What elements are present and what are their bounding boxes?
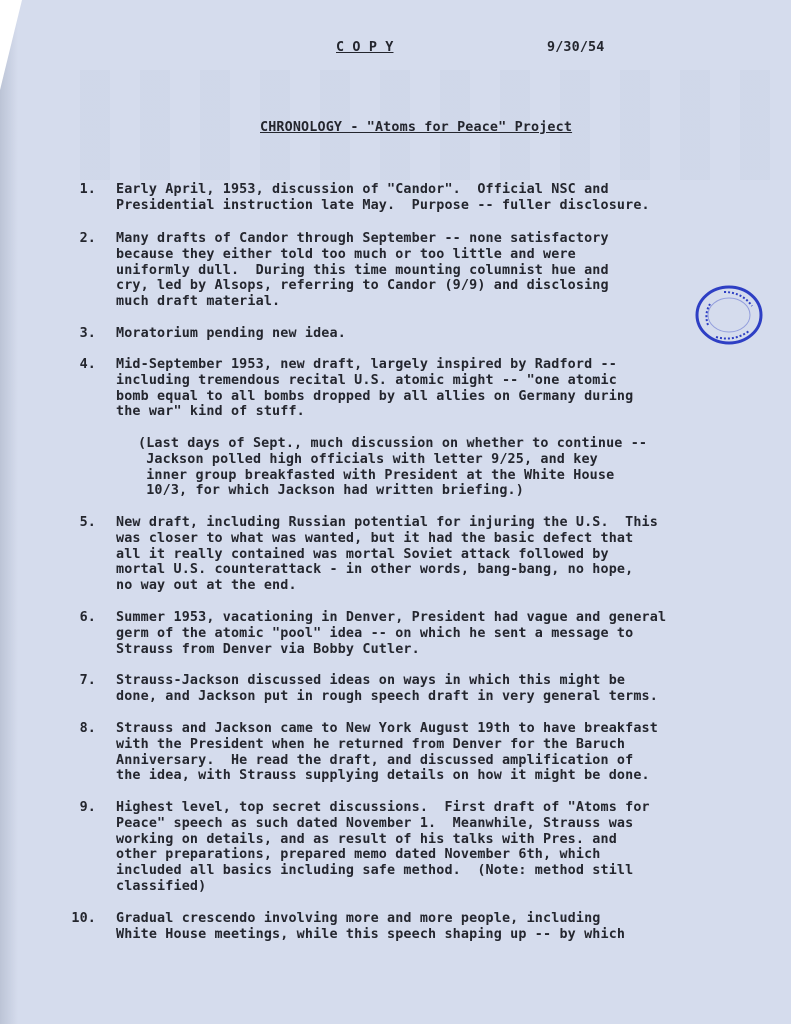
item-line: White House meetings, while this speech shaping up -- by which — [116, 926, 626, 942]
item-line: Strauss and Jackson came to New York August 19th to have breakfast — [116, 721, 658, 736]
item-line: bomb equal to all bombs dropped by all allies on Germany during — [116, 388, 634, 404]
item-line: Moratorium pending new idea. — [116, 326, 346, 341]
torn-corner — [0, 0, 22, 90]
item-line: Strauss from Denver via Bobby Cutler. — [116, 641, 420, 657]
item-line: uniformly dull. During this time mounting columnist hue and — [116, 262, 609, 278]
item-number: 3. — [79, 326, 96, 341]
item-line: Highest level, top secret discussions. First draft of "Atoms for — [116, 800, 650, 815]
item-line: all it really contained was mortal Soviet attack followed by — [116, 546, 609, 562]
item-line: was closer to what was wanted, but it had the basic defect that — [116, 530, 634, 546]
item-number: 7. — [79, 673, 96, 688]
item-number: 2. — [79, 231, 96, 246]
item-number: 4. — [79, 357, 96, 372]
document-date: 9/30/54 — [547, 40, 605, 55]
item-line: other preparations, prepared memo dated November 6th, which — [116, 847, 601, 863]
item-line: working on details, and as result of his talks with Pres. and — [116, 831, 617, 847]
note-line: 10/3, for which Jackson had written briefing.) — [138, 483, 524, 499]
item-line: with the President when he returned from Denver for the Baruch — [116, 736, 626, 752]
copy-label: C O P Y — [336, 40, 394, 55]
item-line: Presidential instruction late May. Purpose -- fuller disclosure. — [116, 197, 650, 213]
item-line: classified) — [116, 878, 207, 894]
item-line: the idea, with Strauss supplying details on how it might be done. — [116, 768, 650, 784]
parenthetical-note — [138, 436, 647, 499]
item-line: Many drafts of Candor through September -- none satisfactory — [116, 231, 609, 246]
item-line: included all basics including safe method. (Note: method still — [116, 863, 634, 879]
item-line: the war" kind of stuff. — [116, 404, 305, 420]
item-line: Gradual crescendo involving more and more people, including — [116, 911, 601, 926]
item-line: including tremendous recital U.S. atomic might -- "one atomic — [116, 372, 617, 388]
library-stamp-seal — [694, 284, 764, 346]
item-line: Anniversary. He read the draft, and discussed amplification of — [116, 752, 634, 768]
item-line: no way out at the end. — [116, 578, 297, 594]
note-line: (Last days of Sept., much discussion on whether to continue -- — [138, 436, 648, 451]
item-number: 6. — [79, 610, 96, 625]
document-title: CHRONOLOGY - "Atoms for Peace" Project — [260, 120, 573, 135]
item-number: 5. — [79, 515, 96, 530]
note-line: inner group breakfasted with President at the White House — [138, 467, 615, 483]
item-number: 10. — [71, 911, 96, 926]
item-line: Summer 1953, vacationing in Denver, President had vague and general — [116, 610, 667, 625]
item-line: Peace" speech as such dated November 1. Meanwhile, Strauss was — [116, 815, 634, 831]
item-line: Strauss-Jackson discussed ideas on ways in which this might be — [116, 673, 626, 688]
item-line: Mid-September 1953, new draft, largely inspired by Radford -- — [116, 357, 617, 372]
page-edge-shadow — [0, 0, 18, 1024]
note-line: Jackson polled high officials with letter 9/25, and key — [138, 451, 598, 467]
item-line: because they either told too much or too little and were — [116, 246, 576, 262]
item-line: germ of the atomic "pool" idea -- on which he sent a message to — [116, 625, 634, 641]
item-number: 8. — [79, 721, 96, 736]
item-line: New draft, including Russian potential for injuring the U.S. This — [116, 515, 658, 530]
item-line: cry, led by Alsops, referring to Candor (9/9) and disclosing — [116, 278, 609, 294]
item-line: done, and Jackson put in rough speech draft in very general terms. — [116, 688, 658, 704]
item-line: much draft material. — [116, 294, 281, 310]
item-line: mortal U.S. counterattack - in other words, bang-bang, no hope, — [116, 562, 634, 578]
item-number: 1. — [79, 182, 96, 197]
item-line: Early April, 1953, discussion of "Candor". Official NSC and — [116, 182, 609, 197]
item-number: 9. — [79, 800, 96, 815]
